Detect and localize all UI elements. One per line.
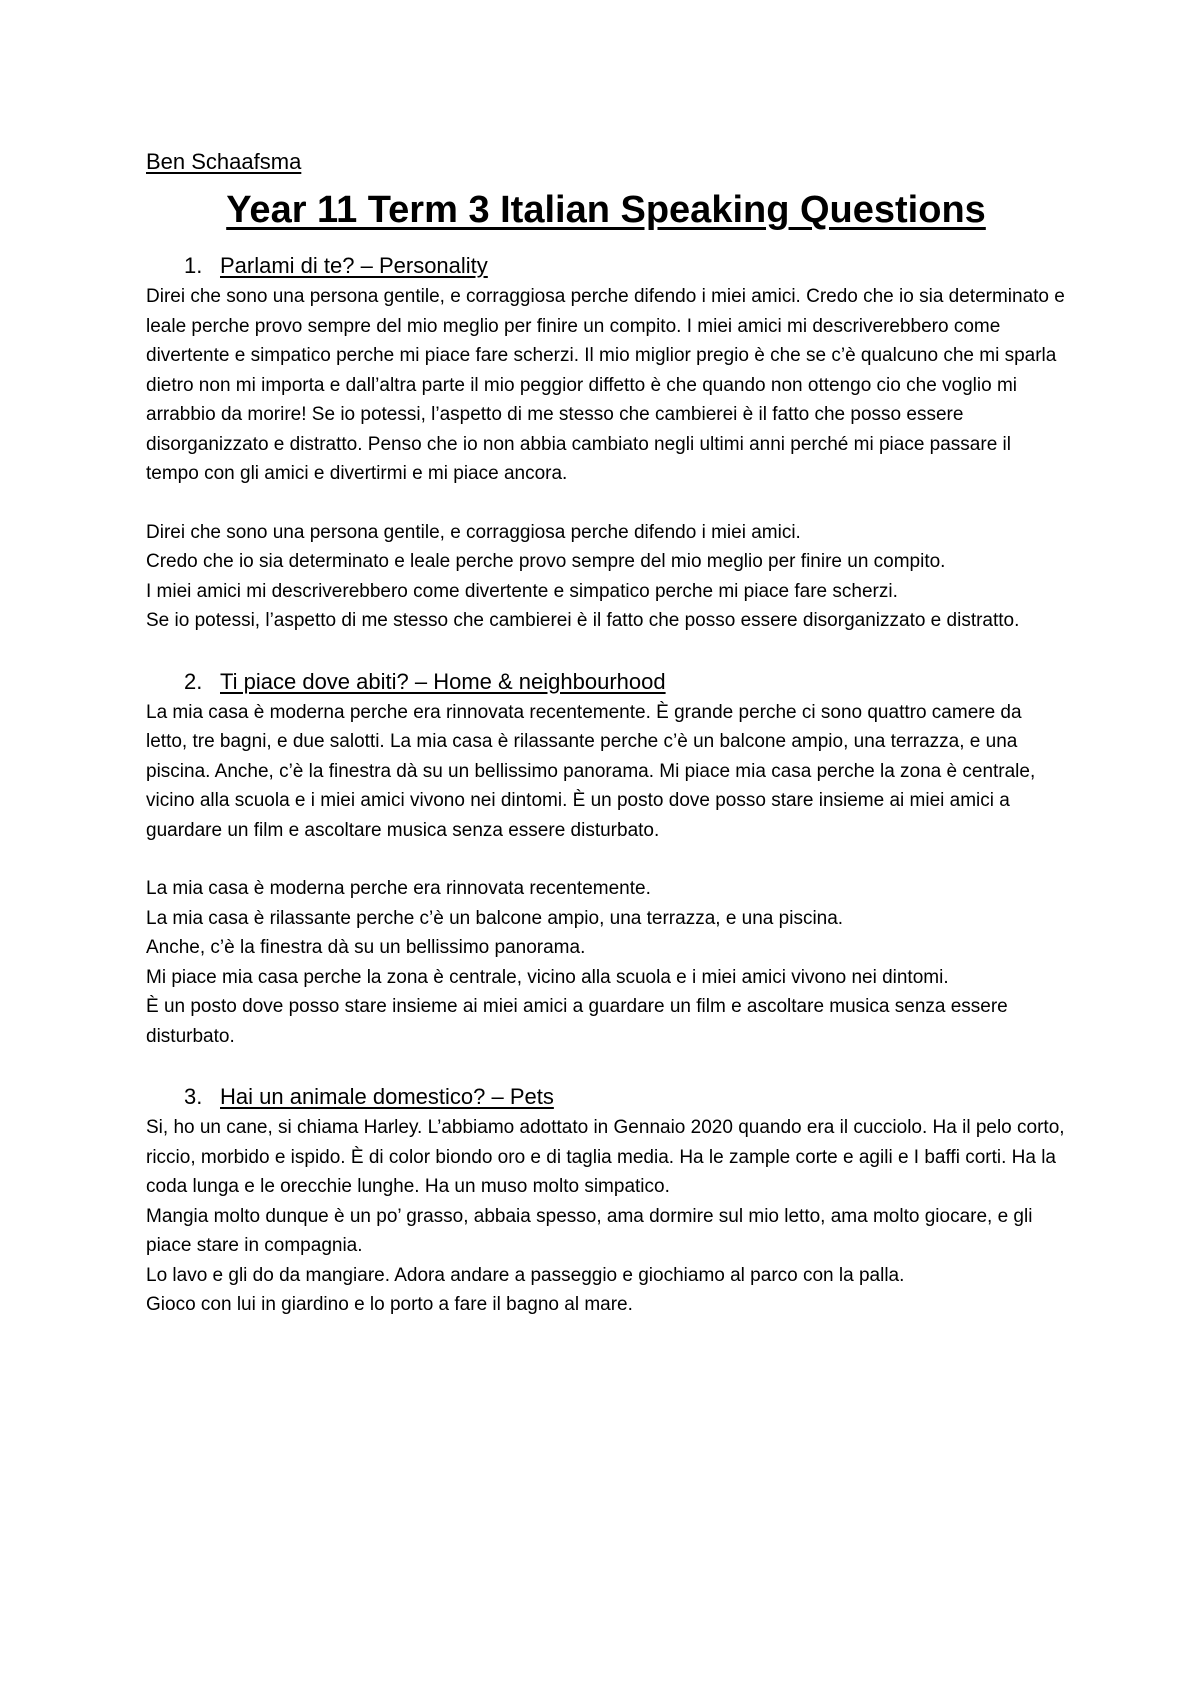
question-text: Hai un animale domestico? – Pets bbox=[220, 1084, 554, 1109]
answer-paragraph: Direi che sono una persona gentile, e corraggiosa perche difendo i miei amici. Credo che io sia determinato e leale perche provo sempre del mio meglio per finire un compito. I miei amici mi descriverebbero come divertente e simpatico perche mi piace fare scherzi. Il mio miglior pregio è che se c’è qualcuno che mi sparla dietro non mi importa e dall’altra parte il mio peggior diffetto è che quando non ottengo cio che voglio mi arrabbio da morire! Se io potessi, l’aspetto di me stesso che cambierei è il fatto che posso essere disorganizzato e distratto. Penso che io non abbia cambiato negli ultimi anni perché mi piace passare il tempo con gli amici e divertirmi e mi piace ancora. bbox=[146, 286, 1065, 484]
document-title: Year 11 Term 3 Italian Speaking Questions bbox=[226, 189, 986, 231]
answer-line: Direi che sono una persona gentile, e corraggiosa perche difendo i miei amici. bbox=[146, 521, 801, 543]
section-home-neighbourhood bbox=[146, 668, 1066, 1052]
answer-line: La mia casa è rilassante perche c’è un balcone ampio, una terrazza, e una piscina. bbox=[146, 907, 844, 929]
question-text: Parlami di te? – Personality bbox=[220, 253, 488, 278]
answer-lines bbox=[146, 1113, 1066, 1320]
answer-lines bbox=[146, 518, 1066, 636]
answer-line: Mi piace mia casa perche la zona è centrale, vicino alla scuola e i miei amici vivono nei dintomi. bbox=[146, 966, 949, 988]
answer-line: Se io potessi, l’aspetto di me stesso che cambierei è il fatto che posso essere disorganizzato e distratto. bbox=[146, 610, 1020, 631]
answer-lines bbox=[146, 874, 1066, 1051]
answer-paragraph: La mia casa è moderna perche era rinnovata recentemente. È grande perche ci sono quattro camere da letto, tre bagni, e due salotti. La mia casa è rilassante perche c’è un balcone ampio, una terrazza, e una piscina. Anche, c’è la finestra dà su un bellissimo panorama. Mi piace mia casa perche la zona è centrale, vicino alla scuola e i miei amici vivono nei dintomi. È un posto dove posso stare insieme ai miei amici a guardare un film e ascoltare musica senza essere disturbato. bbox=[146, 701, 1036, 841]
question-number: 1. bbox=[184, 253, 203, 278]
section-pets bbox=[146, 1083, 1066, 1320]
author-name: Ben Schaafsma bbox=[146, 149, 302, 174]
answer-line: Lo lavo e gli do da mangiare. Adora andare a passeggio e giochiamo al parco con la palla. bbox=[146, 1264, 905, 1286]
question-text: Ti piace dove abiti? – Home & neighbourhood bbox=[220, 668, 666, 694]
question-heading bbox=[146, 668, 1066, 696]
question-number: 3. bbox=[184, 1084, 203, 1109]
answer-line: È un posto dove posso stare insieme ai miei amici a guardare un film e ascoltare musica senza essere disturbato. bbox=[146, 996, 1008, 1047]
question-number: 2. bbox=[184, 668, 203, 694]
section-personality bbox=[146, 252, 1066, 636]
answer-line: Gioco con lui in giardino e lo porto a fare il bagno al mare. bbox=[146, 1294, 633, 1315]
answer-line: Credo che io sia determinato e leale perche provo sempre del mio meglio per finire un compito. bbox=[146, 551, 946, 572]
answer-line: La mia casa è moderna perche era rinnovata recentemente. bbox=[146, 878, 651, 899]
answer-line: Anche, c’è la finestra dà su un bellissimo panorama. bbox=[146, 937, 586, 958]
document-page bbox=[146, 148, 1066, 1320]
question-heading bbox=[146, 1083, 1066, 1111]
answer-line: Mangia molto dunque è un po’ grasso, abbaia spesso, ama dormire sul mio letto, ama molto giocare, e gli piace stare in compagnia. bbox=[146, 1205, 1033, 1256]
answer-line: I miei amici mi descriverebbero come divertente e simpatico perche mi piace fare scherzi. bbox=[146, 580, 898, 602]
answer-line: Si, ho un cane, si chiama Harley. L’abbiamo adottato in Gennaio 2020 quando era il cucciolo. Ha il pelo corto, riccio, morbido e ispido. È di color biondo oro e di taglia media. Ha le zample corte e agili e I baffi corti. Ha la coda lunga e le orecchie lunghe. Ha un muso molto simpatico. bbox=[146, 1117, 1065, 1197]
question-heading bbox=[146, 252, 1066, 280]
